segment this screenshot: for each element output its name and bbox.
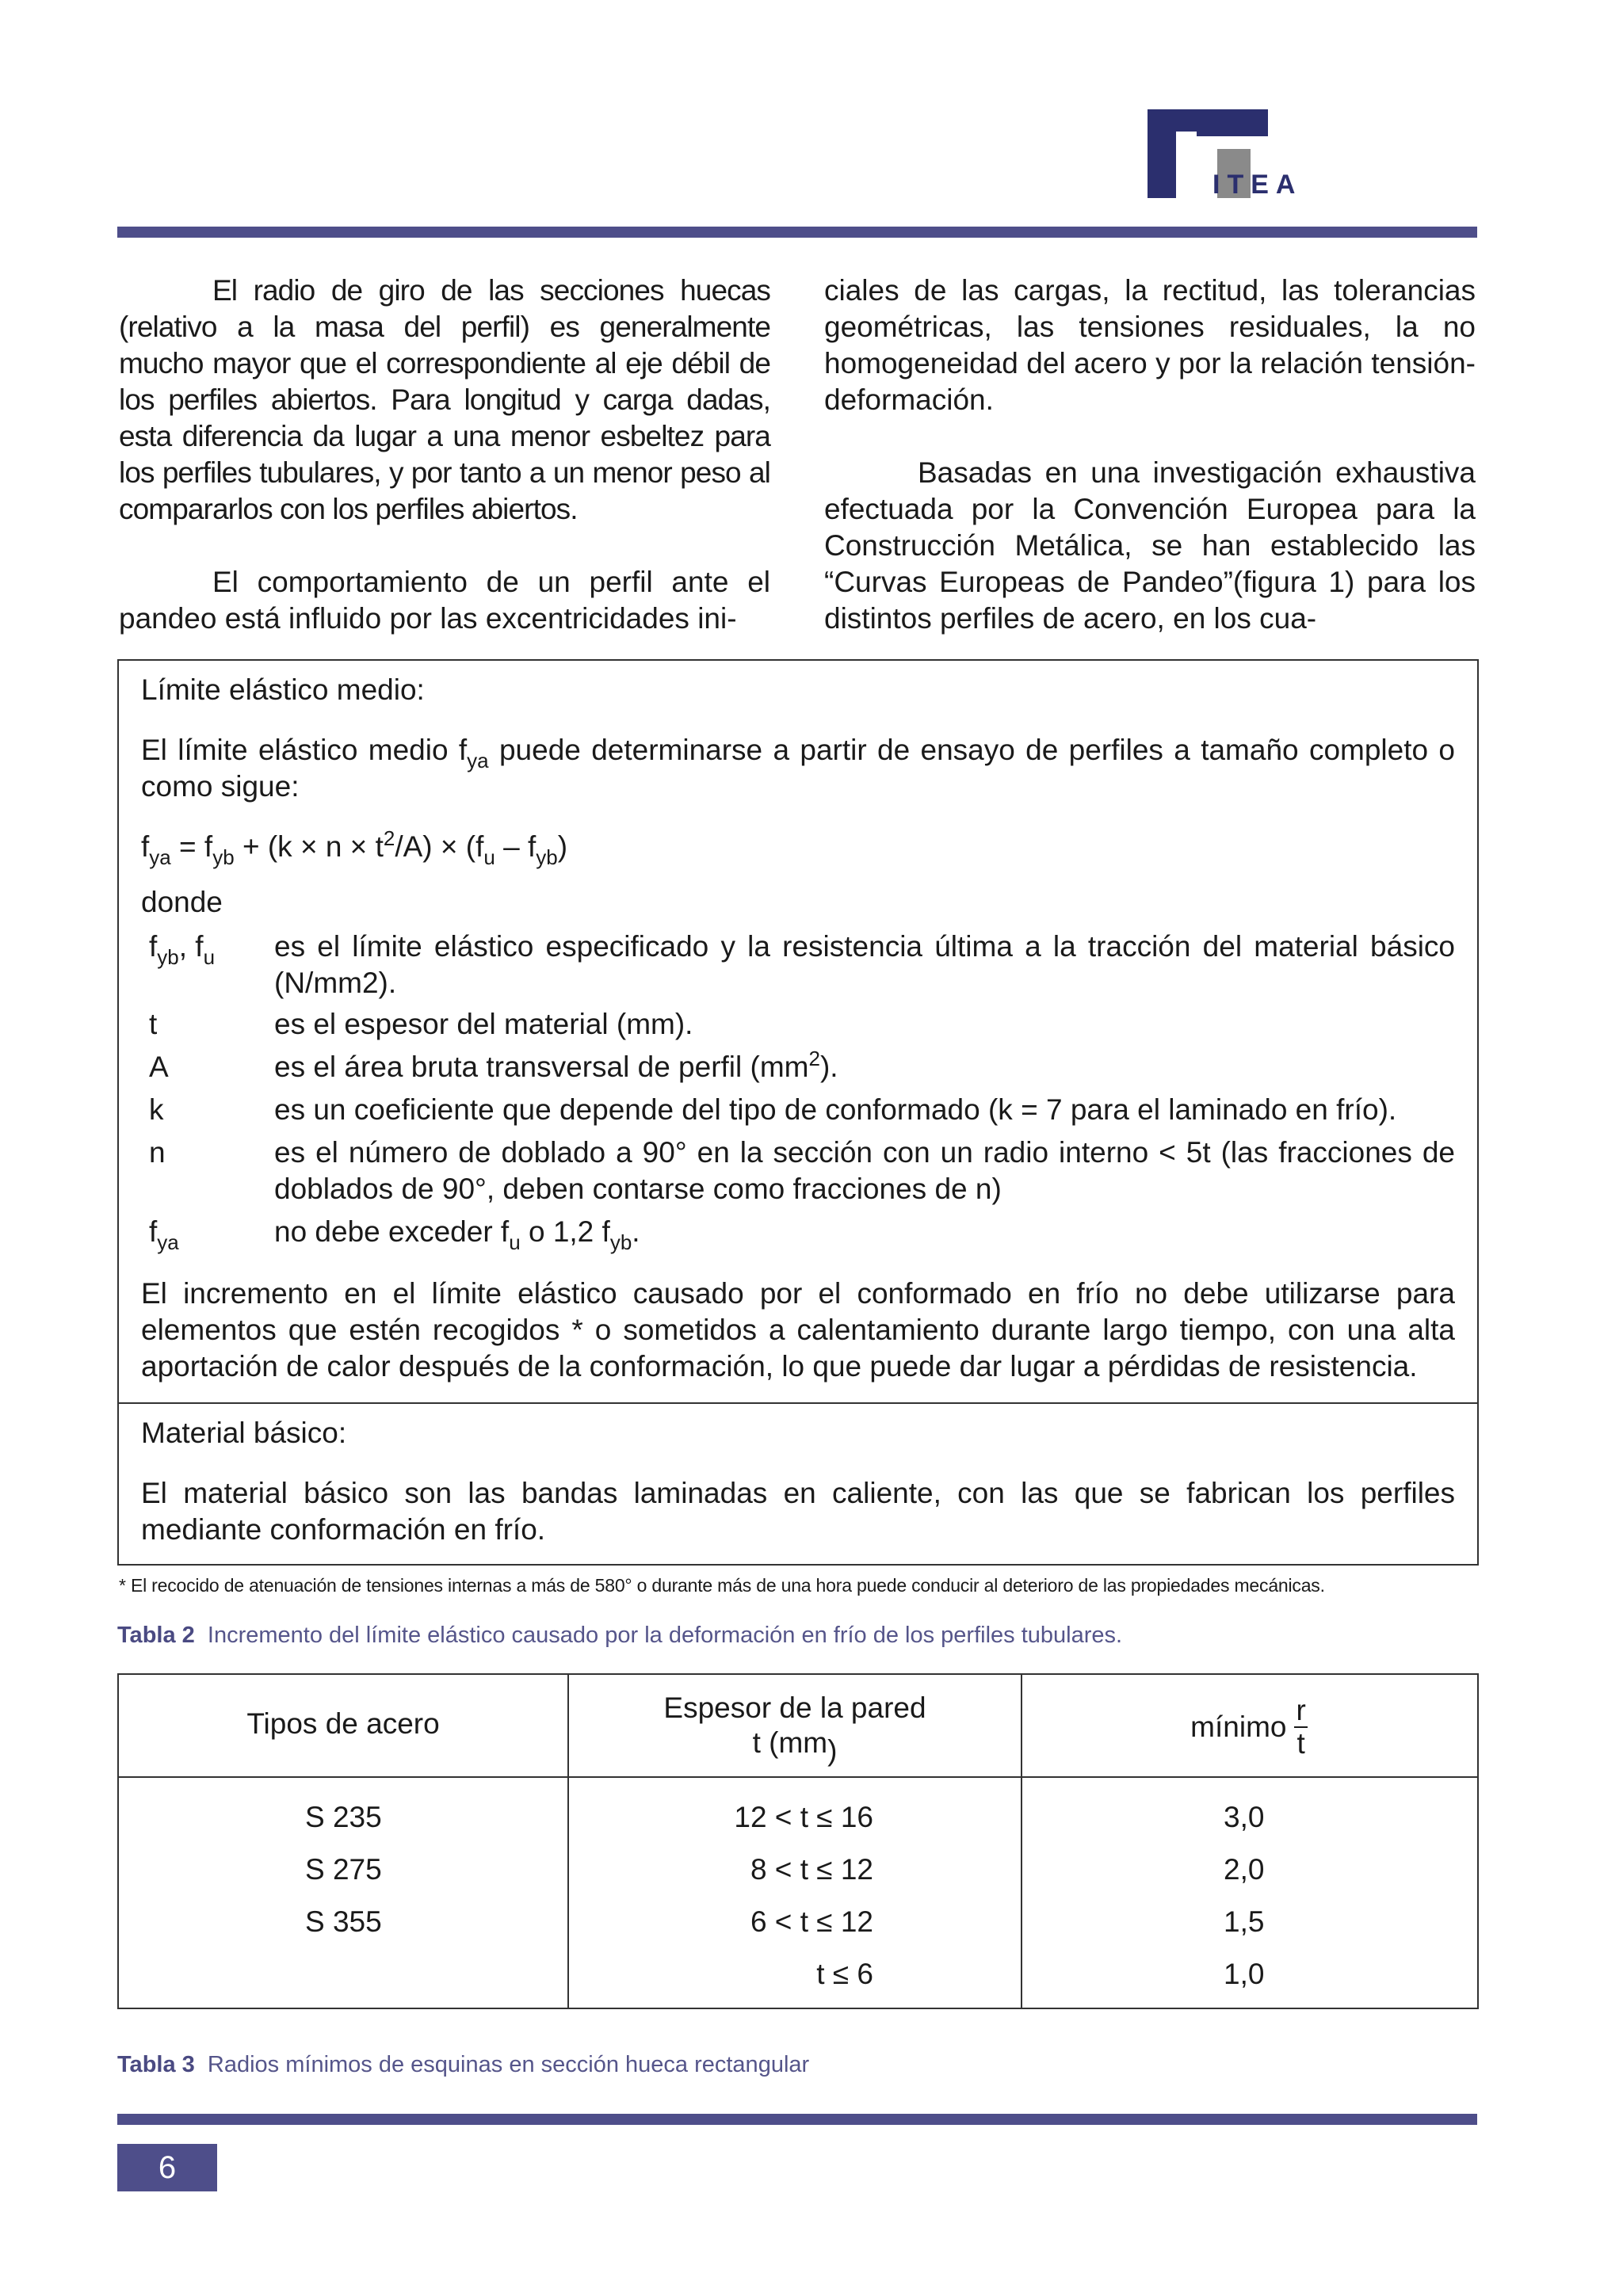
def-key-k: k (149, 1093, 164, 1126)
table-row-2-thickness: 8 < t ≤ 12 (750, 1853, 873, 1886)
table-row-4-ratio: 1,0 (1224, 1958, 1265, 1990)
right-paragraph-1: ciales de las cargas, la rectitud, las tolerancias geométricas, las tensiones residuales, la no homogeneidad del acero y por la relación tensión-deformación. (824, 274, 1476, 416)
def-text-t: es el espesor del material (mm). (274, 1008, 693, 1040)
def-key-a: A (149, 1051, 169, 1083)
caption-tabla-2: Tabla 2 Incremento del límite elástico causado por la deformación en frío de los perfiles tubulares. (117, 1623, 1123, 1648)
table-row-3-thickness: 6 < t ≤ 12 (750, 1905, 873, 1938)
logo-text: ITEA (1212, 170, 1303, 200)
def-text-a: es el área bruta transversal de perfil $(mm^2)$. (274, 1047, 838, 1083)
def-key-t: t (149, 1008, 158, 1040)
table-3-header-steel: Tipos de acero (246, 1707, 440, 1740)
table-row-2-steel: S 275 (305, 1853, 382, 1886)
box-heading: Límite elástico medio: (141, 673, 425, 706)
header-rule (117, 227, 1477, 238)
table-row-3-ratio: 1,5 (1224, 1905, 1265, 1938)
table-row-4-thickness: t ≤ 6 (816, 1958, 873, 1990)
def-text-n: es el número de doblado a 90° en la sección con un radio interno < 5t (las fracciones de doblados de 90°, deben contarse como fracciones de n) (274, 1136, 1455, 1205)
footer-rule (117, 2114, 1477, 2125)
left-paragraph-2: El comportamiento de un perfil ante el pandeo está influido por las excentricidades ini- (119, 566, 770, 635)
def-key-fya: $f_{ya}$ (149, 1215, 179, 1254)
table-row-1-thickness: 12 < t ≤ 16 (734, 1801, 873, 1833)
page-number: 6 (158, 2150, 177, 2185)
def-text-fyb-fu: es el límite elástico especificado y la resistencia última a la tracción del material básico (N/mm2). (274, 930, 1455, 999)
table-row-1-steel: S 235 (305, 1801, 382, 1833)
def-key-fyb-fu: $f_{yb}$, $f_u$ (149, 930, 216, 969)
def-text-k: es un coeficiente que depende del tipo de conformado (k = 7 para el laminado en frío). (274, 1093, 1397, 1126)
box-intro: El límite elástico medio $f_{ya}$ puede determinarse a partir de ensayo de perfiles a tamaño completo o como sigue: (141, 734, 1455, 803)
right-column (824, 273, 1476, 673)
table-row-2-ratio: 2,0 (1224, 1853, 1265, 1886)
table-row-3-steel: S 355 (305, 1905, 382, 1938)
material-heading: Material básico: (141, 1417, 347, 1449)
table-row-1-ratio: 3,0 (1224, 1801, 1265, 1833)
box-divider (117, 1402, 1479, 1404)
box-closing: El incremento en el límite elástico causado por el conformado en frío no debe utilizarse para elementos que estén recogidos * o sometidos a calentamiento durante largo tiempo, con una alta aportación de calor después de la conformación, lo que puede dar lugar a pérdidas de resistencia. (141, 1277, 1455, 1383)
def-key-n: n (149, 1136, 166, 1169)
table-3-header-thickness: Espesor de la pared t (mm) (663, 1691, 926, 1767)
def-text-fya: no debe exceder $f_u$ o 1,2 $f_{yb}$. (274, 1215, 640, 1254)
ratio-fraction: $\frac{r}{t}$ (1296, 1694, 1306, 1760)
right-paragraph-2: Basadas en una investigación exhaustiva efectuada por la Convención Europea para la Construcción Metálica, se han establecido las “Curvas Europeas de Pandeo”(figura 1) para los distintos perfiles de acero, en los cua- (824, 456, 1476, 635)
left-paragraph-1: El radio de giro de las secciones huecas (relativo a la masa del perfil) es generalmente mucho mayor que el correspondiente al eje débil de los perfiles abiertos. Para longitud y carga dadas, esta diferencia da lugar a una menor esbeltez para los perfiles tubulares, y por tanto a un menor peso al compararlos con los perfiles abiertos. (119, 274, 770, 525)
box-formula: $f_{ya} = f_{yb} + (k \times n \times t^2/A) \times (f_u - f_{yb})$ (141, 826, 568, 869)
footnote: * El recocido de atenuación de tensiones internas a más de 580° o durante más de una hora puede conducir al deterioro de las propiedades mecánicas. (119, 1575, 1325, 1596)
material-text: El material básico son las bandas laminadas en caliente, con las que se fabrican los perfiles mediante conformación en frío. (141, 1477, 1455, 1546)
left-column (119, 273, 770, 673)
table-3-header-divider (117, 1776, 1479, 1778)
caption-tabla-3: Tabla 3 Radios mínimos de esquinas en sección hueca rectangular (117, 2052, 810, 2077)
box-donde: donde (141, 886, 223, 918)
table-3-header-ratio: mínimo $\frac{r}{t}$ (1190, 1694, 1306, 1760)
